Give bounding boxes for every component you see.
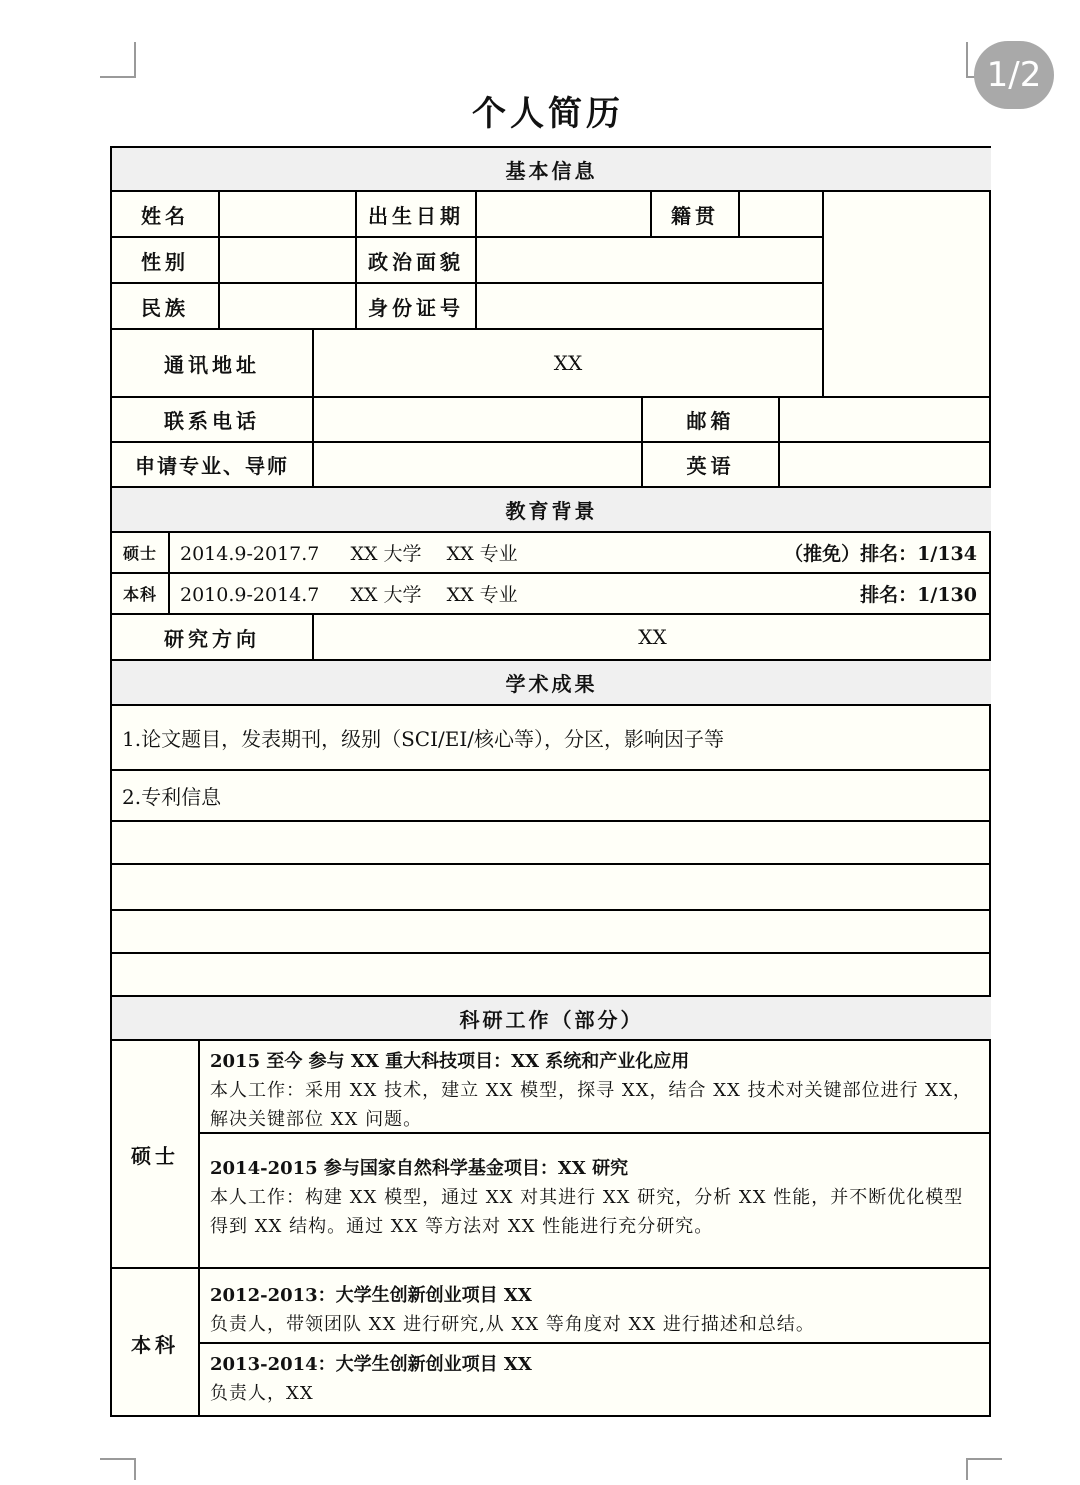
english-field[interactable] bbox=[780, 443, 991, 488]
academic-item-patent[interactable]: 2.专利信息 bbox=[112, 771, 991, 822]
research-project-item bbox=[200, 1269, 991, 1344]
project-title: 2013-2014：大学生创新创业项目 XX bbox=[210, 1354, 532, 1375]
major-label: 申请专业、导师 bbox=[112, 443, 314, 488]
edu-row-bachelor bbox=[170, 574, 991, 615]
project-title: 2015 至今 参与 XX 重大科技项目：XX 系统和产业化应用 bbox=[210, 1051, 690, 1072]
id-label: 身份证号 bbox=[357, 284, 477, 330]
email-field[interactable] bbox=[780, 398, 991, 443]
project-title: 2012-2013：大学生创新创业项目 XX bbox=[210, 1285, 532, 1306]
page-corner-mark bbox=[966, 1458, 1002, 1480]
page-indicator: 1/2 bbox=[974, 41, 1054, 109]
resume-table bbox=[110, 146, 991, 1417]
section-header-education: 教育背景 bbox=[112, 488, 991, 533]
research-direction-field[interactable]: XX bbox=[314, 615, 991, 661]
address-field[interactable]: XX bbox=[314, 330, 824, 398]
research-project-item bbox=[200, 1344, 991, 1417]
address-label: 通讯地址 bbox=[112, 330, 314, 398]
research-direction-label: 研究方向 bbox=[112, 615, 314, 661]
english-label: 英语 bbox=[643, 443, 780, 488]
phone-label: 联系电话 bbox=[112, 398, 314, 443]
project-description: 本人工作：构建 XX 模型，通过 XX 对其进行 XX 研究，分析 XX 性能，并不断优化模型得到 XX 结构。通过 XX 等方法对 XX 性能进行充分研究。 bbox=[210, 1187, 964, 1237]
name-field[interactable] bbox=[220, 192, 357, 238]
page-title: 个人简历 bbox=[472, 94, 624, 134]
project-description: 本人工作：采用 XX 技术，建立 XX 模型，探寻 XX，结合 XX 技术对关键部位进行 XX，解决关键部位 XX 问题。 bbox=[210, 1080, 972, 1130]
section-header-research: 科研工作（部分） bbox=[112, 997, 991, 1041]
project-title: 2014-2015 参与国家自然科学基金项目：XX 研究 bbox=[210, 1158, 629, 1179]
origin-field[interactable] bbox=[740, 192, 824, 238]
origin-label: 籍贯 bbox=[652, 192, 740, 238]
project-description: 负责人，XX bbox=[210, 1383, 314, 1404]
academic-item-paper[interactable]: 1.论文题目，发表期刊，级别（SCI/EI/核心等），分区，影响因子等 bbox=[112, 706, 991, 771]
birth-field[interactable] bbox=[477, 192, 652, 238]
blank-row[interactable] bbox=[112, 822, 991, 865]
gender-label: 性别 bbox=[112, 238, 220, 284]
project-description: 负责人，带领团队 XX 进行研究,从 XX 等角度对 XX 进行描述和总结。 bbox=[210, 1314, 815, 1335]
edu-detail-master: 2014.9-2017.7 XX 大学 XX 专业 bbox=[180, 543, 518, 565]
birth-label: 出生日期 bbox=[357, 192, 477, 238]
page-corner-mark bbox=[100, 42, 136, 78]
email-label: 邮箱 bbox=[643, 398, 780, 443]
page-corner-mark bbox=[100, 1458, 136, 1480]
section-header-academic: 学术成果 bbox=[112, 661, 991, 706]
phone-field[interactable] bbox=[314, 398, 643, 443]
name-label: 姓名 bbox=[112, 192, 220, 238]
major-field[interactable] bbox=[314, 443, 643, 488]
research-bachelor-label: 本科 bbox=[112, 1269, 200, 1417]
research-project-item bbox=[200, 1041, 991, 1134]
edu-row-master bbox=[170, 533, 991, 574]
ethnicity-field[interactable] bbox=[220, 284, 357, 330]
gender-field[interactable] bbox=[220, 238, 357, 284]
edu-rank-master: （推免）排名：1/134 bbox=[784, 543, 977, 565]
edu-detail-bachelor: 2010.9-2014.7 XX 大学 XX 专业 bbox=[180, 584, 518, 606]
research-project-item bbox=[200, 1134, 991, 1269]
ethnicity-label: 民族 bbox=[112, 284, 220, 330]
edu-rank-bachelor: 排名：1/130 bbox=[860, 584, 977, 606]
edu-degree-bachelor: 本科 bbox=[112, 574, 170, 615]
edu-degree-master: 硕士 bbox=[112, 533, 170, 574]
id-field[interactable] bbox=[477, 284, 824, 330]
blank-row[interactable] bbox=[112, 865, 991, 911]
section-header-basic: 基本信息 bbox=[112, 148, 991, 192]
photo-area bbox=[824, 192, 991, 398]
blank-row[interactable] bbox=[112, 954, 991, 997]
politics-field[interactable] bbox=[477, 238, 824, 284]
blank-row[interactable] bbox=[112, 911, 991, 954]
research-master-label: 硕士 bbox=[112, 1041, 200, 1269]
politics-label: 政治面貌 bbox=[357, 238, 477, 284]
